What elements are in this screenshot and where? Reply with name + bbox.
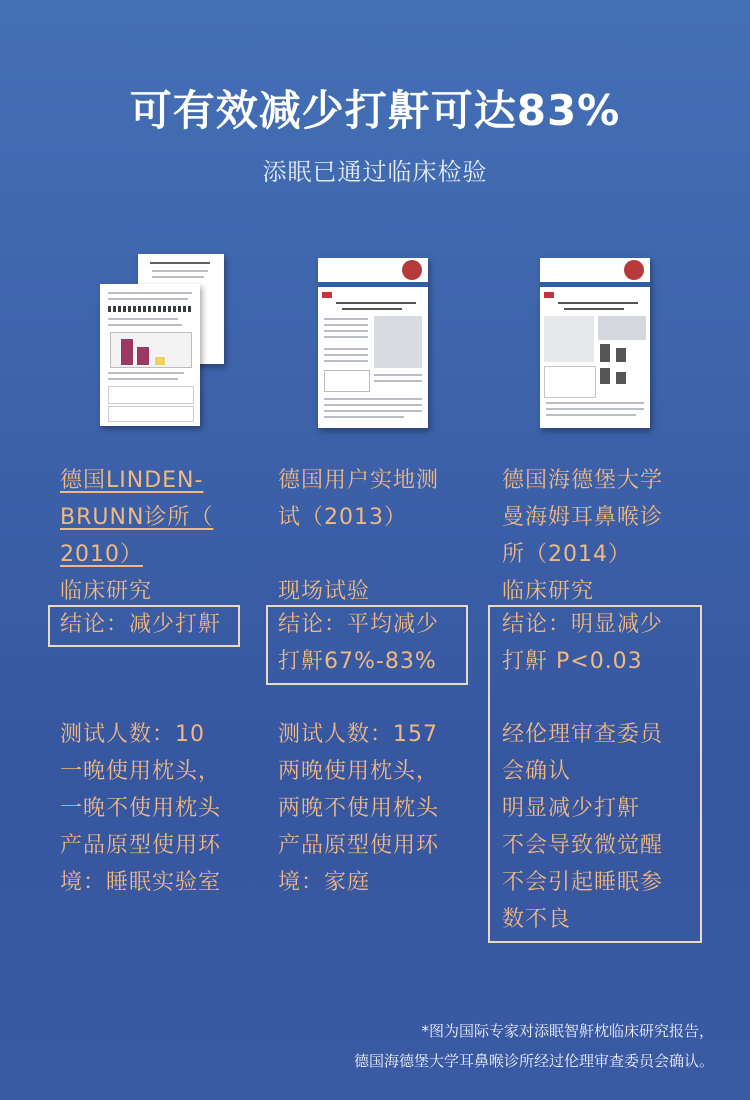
study-title	[502, 462, 702, 573]
study-column-3	[502, 462, 702, 610]
study-column-1	[60, 462, 260, 610]
details-2	[278, 716, 478, 901]
conclusion-line: 结论：明显减少	[502, 612, 664, 637]
detail-line: 产品原型使用环	[60, 833, 222, 858]
detail-line: 两晚使用枕头，	[278, 759, 440, 784]
conclusion-2	[278, 606, 478, 680]
detail-line: 测试人数：157	[278, 722, 438, 747]
detail-line: 经伦理审查委员	[502, 722, 664, 747]
study-title-line: 德国海德堡大学	[502, 468, 664, 493]
detail-line: 测试人数：10	[60, 722, 205, 747]
detail-line: 境：睡眠实验室	[60, 870, 222, 895]
detail-line: 境：家庭	[278, 870, 371, 895]
conclusion-line: 打鼾 P<0.03	[502, 649, 643, 674]
detail-line: 不会引起睡眠参	[502, 870, 664, 895]
details-1	[60, 716, 260, 901]
detail-line: 两晚不使用枕头	[278, 796, 440, 821]
report-images	[0, 240, 750, 440]
study-type: 临床研究	[502, 579, 595, 604]
footnote-line-1: *图为国际专家对添眠智鼾枕临床研究报告，	[421, 1022, 714, 1040]
conclusion-line: 结论：减少打鼾	[60, 612, 222, 637]
study-type: 现场试验	[278, 579, 371, 604]
study-type: 临床研究	[60, 579, 153, 604]
study-title-line: 曼海姆耳鼻喉诊	[502, 505, 664, 530]
study-title	[60, 462, 260, 573]
study-title-line: 所（2014）	[502, 542, 631, 567]
report-image-3	[540, 258, 650, 428]
study-title-line: BRUNN诊所（	[60, 505, 214, 530]
conclusion-line: 结论：平均减少	[278, 612, 440, 637]
footnote	[114, 1016, 714, 1076]
study-title-line: 德国LINDEN-	[60, 468, 204, 493]
detail-line: 一晚不使用枕头	[60, 796, 222, 821]
detail-line: 数不良	[502, 907, 572, 932]
study-title-line: 试（2013）	[278, 505, 407, 530]
report-image-2	[318, 258, 428, 428]
report-image-1	[100, 284, 200, 426]
detail-line: 不会导致微觉醒	[502, 833, 664, 858]
footnote-line-2: 德国海德堡大学耳鼻喉诊所经过伦理审查委员会确认。	[353, 1052, 714, 1070]
study-column-2	[278, 462, 478, 610]
study-title	[278, 462, 478, 536]
detail-line: 产品原型使用环	[278, 833, 440, 858]
conclusion-1	[60, 606, 260, 643]
page-title: 可有效减少打鼾可达83%	[129, 86, 621, 135]
detail-line: 会确认	[502, 759, 572, 784]
details-3	[502, 716, 702, 938]
detail-line: 明显减少打鼾	[502, 796, 641, 821]
detail-line: 一晚使用枕头，	[60, 759, 222, 784]
conclusion-line: 打鼾67%-83%	[278, 649, 437, 674]
conclusion-3	[502, 606, 702, 680]
study-title-line: 2010）	[60, 542, 143, 567]
study-title-line: 德国用户实地测	[278, 468, 440, 493]
page-subtitle: 添眠已通过临床检验	[262, 158, 488, 186]
